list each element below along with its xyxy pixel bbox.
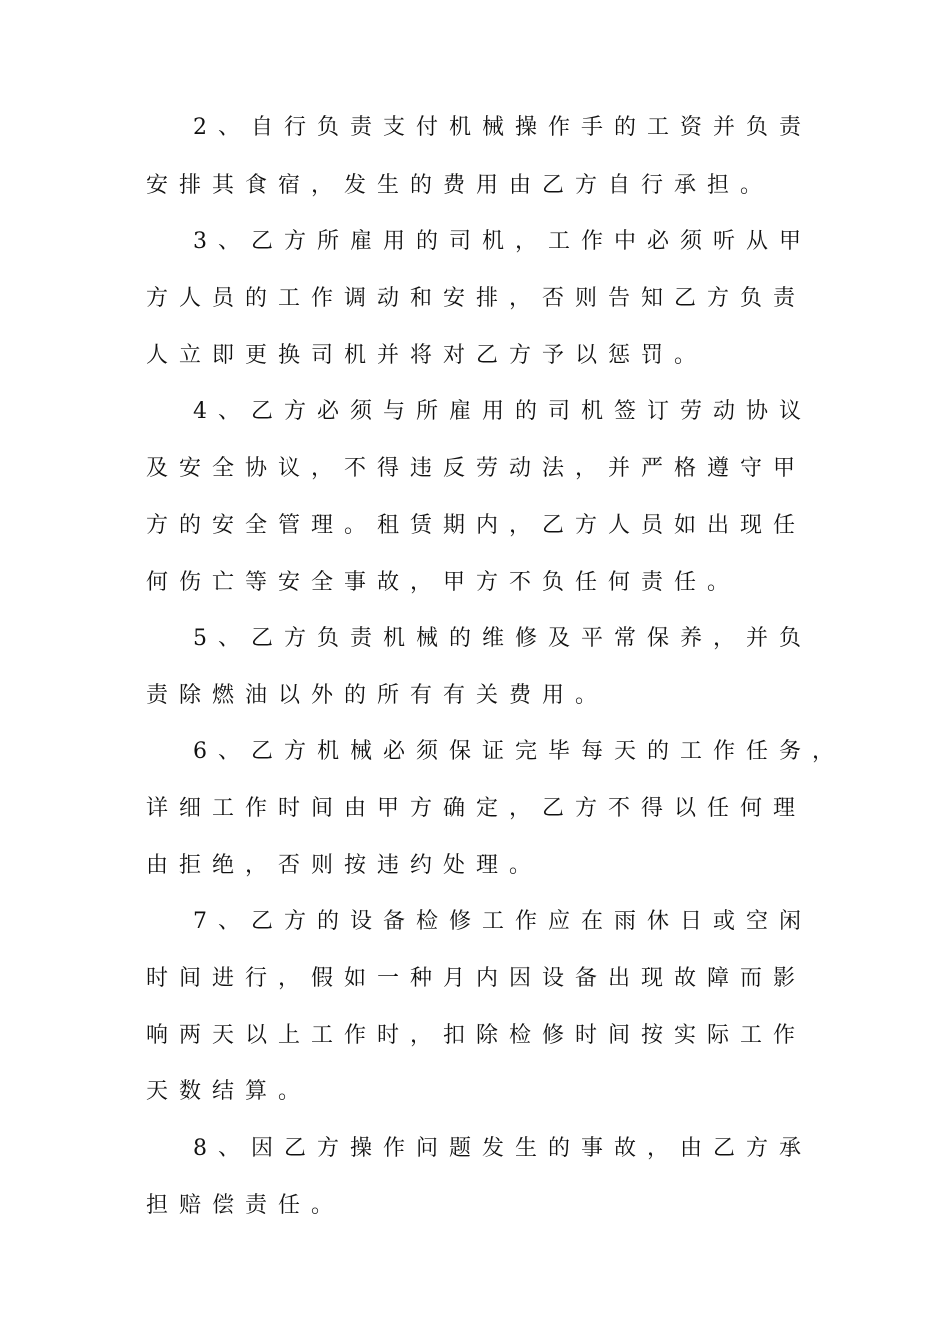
text-line: 响两天以上工作时，扣除检修时间按实际工作 bbox=[146, 1023, 807, 1048]
text-line: 人立即更换司机并将对乙方予以惩罚。 bbox=[146, 343, 708, 368]
text-line: 详细工作时间由甲方确定，乙方不得以任何理 bbox=[146, 796, 807, 821]
text-line: 4、乙方必须与所雇用的司机签订劳动协议 bbox=[193, 399, 812, 424]
text-line: 担赔偿责任。 bbox=[146, 1193, 345, 1218]
text-line: 方人员的工作调动和安排，否则告知乙方负责 bbox=[146, 286, 807, 311]
text-line: 安排其食宿，发生的费用由乙方自行承担。 bbox=[146, 173, 774, 198]
text-line: 6、乙方机械必须保证完毕每天的工作任务， bbox=[193, 739, 845, 764]
text-line: 责除燃油以外的所有有关费用。 bbox=[146, 683, 609, 708]
text-line: 7、乙方的设备检修工作应在雨休日或空闲 bbox=[193, 909, 812, 934]
text-line: 5、乙方负责机械的维修及平常保养，并负 bbox=[193, 626, 812, 651]
text-line: 3、乙方所雇用的司机，工作中必须听从甲 bbox=[193, 229, 812, 254]
text-line: 由拒绝，否则按违约处理。 bbox=[146, 853, 543, 878]
text-line: 2、自行负责支付机械操作手的工资并负责 bbox=[193, 115, 812, 140]
text-line: 方的安全管理。租赁期内，乙方人员如出现任 bbox=[146, 513, 807, 538]
text-line: 何伤亡等安全事故，甲方不负任何责任。 bbox=[146, 570, 741, 595]
text-line: 及安全协议，不得违反劳动法，并严格遵守甲 bbox=[146, 456, 807, 481]
text-line: 时间进行，假如一种月内因设备出现故障而影 bbox=[146, 966, 807, 991]
text-line: 8、因乙方操作问题发生的事故，由乙方承 bbox=[193, 1136, 812, 1161]
text-line: 天数结算。 bbox=[146, 1079, 312, 1104]
